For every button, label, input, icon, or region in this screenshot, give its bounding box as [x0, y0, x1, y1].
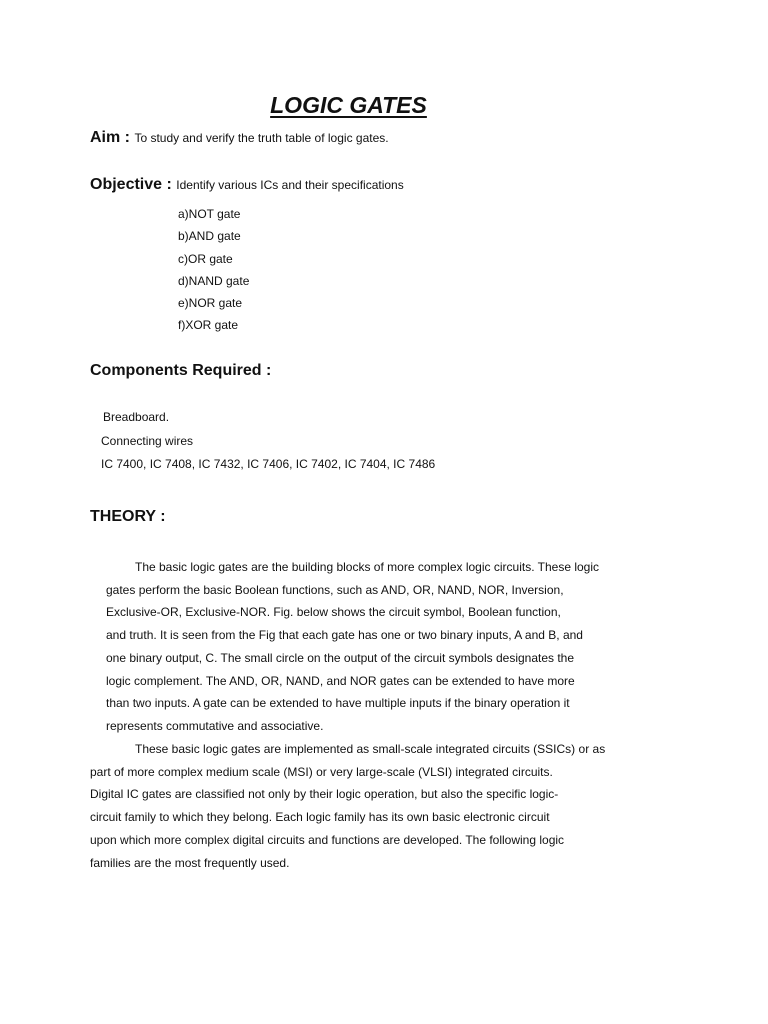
- theory-paragraph-1: [106, 556, 599, 738]
- list-item: Breadboard.: [103, 410, 170, 424]
- paragraph-line: Exclusive-OR, Exclusive-NOR. Fig. below shows the circuit symbol, Boolean function,: [106, 605, 561, 620]
- paragraph-line: part of more complex medium scale (MSI) or very large-scale (VLSI) integrated circuits.: [90, 764, 553, 779]
- paragraph-line: The basic logic gates are the building blocks of more complex logic circuits. These logic: [135, 560, 600, 574]
- list-item: IC 7400, IC 7408, IC 7432, IC 7406, IC 7402, IC 7404, IC 7486: [101, 457, 436, 471]
- paragraph-line: upon which more complex digital circuits and functions are developed. The following logic: [90, 832, 565, 847]
- objective-label: Objective :: [90, 176, 172, 193]
- list-item: d)NAND gate: [178, 273, 250, 288]
- list-item: c)OR gate: [178, 251, 233, 266]
- list-item: b)AND gate: [178, 229, 241, 244]
- paragraph-line: These basic logic gates are implemented as small-scale integrated circuits (SSICs) or as: [135, 742, 606, 756]
- objective-text: Identify various ICs and their specifications: [176, 178, 404, 192]
- paragraph-line: and truth. It is seen from the Fig that each gate has one or two binary inputs, A and B, and: [106, 628, 583, 643]
- paragraph-line: than two inputs. A gate can be extended to have multiple inputs if the binary operation it: [106, 696, 570, 711]
- aim-line: [90, 129, 389, 147]
- theory-heading: THEORY :: [90, 508, 166, 525]
- theory-paragraph-2: [90, 738, 605, 874]
- list-item: a)NOT gate: [178, 207, 241, 221]
- objective-line: [90, 176, 404, 194]
- paragraph-line: Digital IC gates are classified not only by their logic operation, but also the specific logic-: [90, 787, 559, 802]
- list-item: Connecting wires: [101, 434, 194, 448]
- aim-text: To study and verify the truth table of logic gates.: [134, 131, 389, 145]
- paragraph-line: families are the most frequently used.: [90, 855, 290, 870]
- paragraph-line: one binary output, C. The small circle on the output of the circuit symbols designates the: [106, 650, 575, 665]
- components-heading: Components Required :: [90, 362, 272, 379]
- paragraph-line: circuit family to which they belong. Each logic family has its own basic electronic circuit: [90, 810, 550, 825]
- aim-label: Aim :: [90, 129, 130, 146]
- paragraph-line: logic complement. The AND, OR, NAND, and NOR gates can be extended to have more: [106, 673, 575, 688]
- page-title: LOGIC GATES: [270, 92, 427, 118]
- list-item: f)XOR gate: [178, 318, 239, 333]
- paragraph-line: represents commutative and associative.: [106, 718, 324, 733]
- list-item: e)NOR gate: [178, 296, 243, 311]
- paragraph-line: gates perform the basic Boolean functions, such as AND, OR, NAND, NOR, Inversion,: [106, 582, 564, 597]
- objective-list: [178, 203, 249, 337]
